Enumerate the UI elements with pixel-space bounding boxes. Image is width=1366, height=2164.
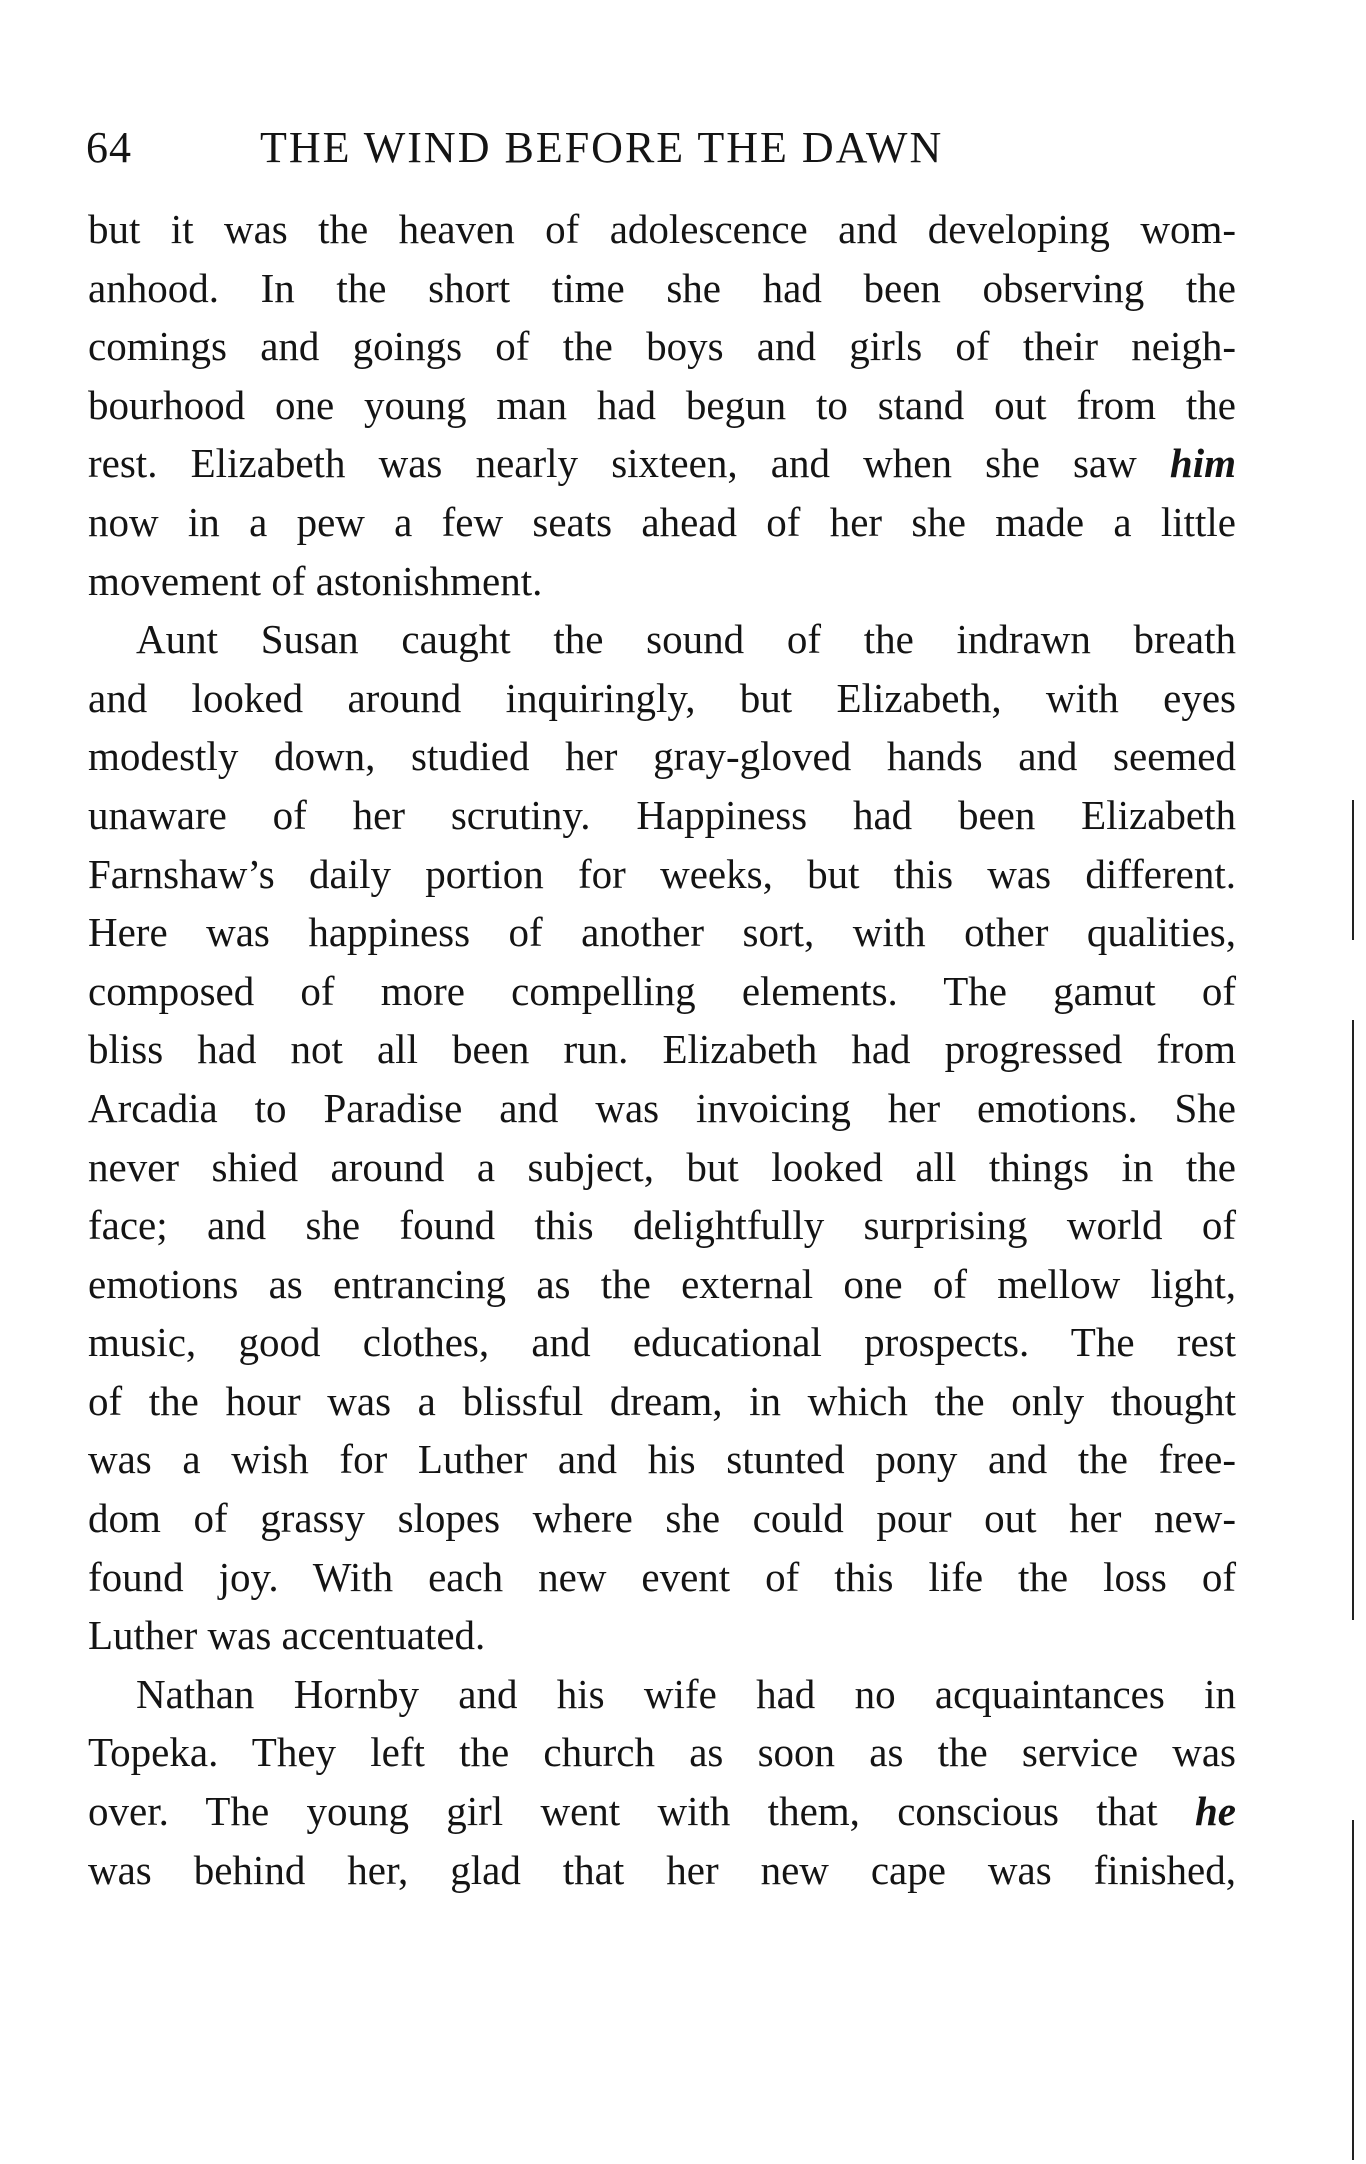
running-title: THE WIND BEFORE THE DAWN [260,123,944,172]
text-line: over. The young girl went with them, conscious that he [88,1788,1236,1835]
page-edge-mark [1352,1820,1354,2160]
emphasis: he [1195,1788,1236,1835]
text-line: comings and goings of the boys and girls of their neigh- [88,323,1236,370]
text-line: now in a pew a few seats ahead of her she made a little [88,498,1236,545]
text-line: Arcadia to Paradise and was invoicing her emotions. She [88,1084,1236,1131]
text-line: movement of astonishment. [88,557,543,604]
text-line: Topeka. They left the church as soon as the service was [88,1729,1236,1776]
page-number: 64 [86,123,132,172]
text-line: Luther was accentuated. [88,1612,486,1659]
text-line: composed of more compelling elements. The gamut of [88,967,1236,1014]
running-head [86,118,1236,178]
text-line: music, good clothes, and educational prospects. The rest [88,1319,1236,1366]
text-line: dom of grassy slopes where she could pour out her new- [88,1495,1236,1542]
text-line: Here was happiness of another sort, with other qualities, [88,909,1236,956]
emphasis: him [1169,440,1236,487]
text-line: and looked around inquiringly, but Elizabeth, with eyes [88,674,1236,721]
page-edge-mark [1352,1020,1354,1620]
text-line: unaware of her scrutiny. Happiness had been Elizabeth [88,791,1236,838]
text-line: found joy. With each new event of this life the loss of [88,1553,1236,1600]
text-line: anhood. In the short time she had been observing the [88,264,1236,311]
text-line: emotions as entrancing as the external one of mellow light, [88,1260,1236,1307]
text-line: bliss had not all been run. Elizabeth had progressed from [88,1026,1236,1073]
text-line: was a wish for Luther and his stunted pony and the free- [88,1436,1236,1483]
text-line: Farnshaw’s daily portion for weeks, but this was different. [88,850,1236,897]
page-edge-mark [1352,800,1354,940]
text-line: rest. Elizabeth was nearly sixteen, and when she saw him [88,440,1236,487]
text-line: face; and she found this delightfully surprising world of [88,1202,1236,1249]
paragraph-first-line: Aunt Susan caught the sound of the indrawn breath [136,616,1236,663]
text-line: modestly down, studied her gray-gloved hands and seemed [88,733,1236,780]
text-line: of the hour was a blissful dream, in which the only thought [88,1377,1236,1424]
body-text [88,200,1236,1899]
text-line: was behind her, glad that her new cape was finished, [88,1846,1236,1893]
paragraph-first-line: Nathan Hornby and his wife had no acquaintances in [136,1670,1236,1717]
text-line: but it was the heaven of adolescence and developing wom- [88,206,1236,252]
text-line: bourhood one young man had begun to stand out from the [88,381,1236,428]
text-line: never shied around a subject, but looked all things in the [88,1143,1236,1190]
